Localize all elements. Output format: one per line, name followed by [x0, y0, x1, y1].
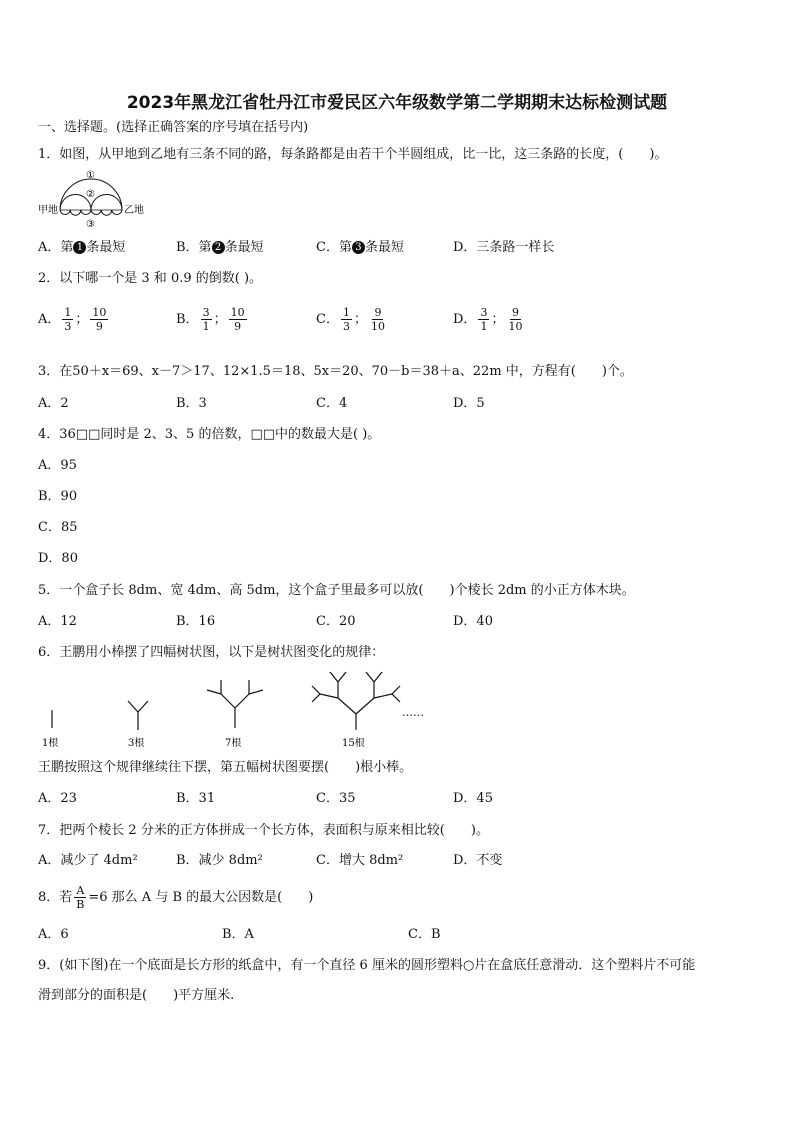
question-1-text: 1．如图，从甲地到乙地有三条不同的路，每条路都是由若干个半圆组成，比一比，这三条路的长度，( )。 [38, 147, 668, 162]
q4-option-a[interactable]: A．95 [38, 458, 77, 473]
q2-option-b[interactable]: B． $\frac{3}{1}$ ； $\frac{10}{9}$ [176, 306, 245, 333]
q7-option-d[interactable]: D．不变 [453, 853, 503, 868]
q5-option-b[interactable]: B．16 [176, 614, 216, 629]
question-9-text-2: 滑到部分的面积是( )平方厘米. [38, 988, 235, 1003]
tree-pattern-figure [38, 668, 458, 752]
q6-option-c[interactable]: C．35 [316, 791, 356, 806]
q8-option-a[interactable]: A．6 [38, 927, 69, 942]
q6-option-d[interactable]: D．45 [453, 791, 493, 806]
q4-option-d[interactable]: D．80 [38, 551, 78, 566]
question-5-text: 5．一个盒子长 8dm、宽 4dm、高 5dm，这个盒子里最多可以放( )个棱长 2dm 的小正方体木块。 [38, 583, 635, 598]
route-1-marker: ① [86, 170, 95, 181]
q6-option-b[interactable]: B．31 [176, 791, 216, 806]
q6-option-a[interactable]: A．23 [38, 791, 77, 806]
q5-option-a[interactable]: A．12 [38, 614, 77, 629]
route-3-marker: ③ [86, 219, 95, 230]
tree-3-label: 7根 [225, 738, 242, 749]
q3-option-b[interactable]: B．3 [176, 396, 207, 411]
q7-option-b[interactable]: B．减少 8dm² [176, 853, 263, 868]
end-label: 乙地 [124, 205, 144, 216]
circled-number: 2 [212, 241, 225, 254]
q7-option-c[interactable]: C．增大 8dm² [316, 853, 404, 868]
question-8-text: 8．若 $\frac{A}{B}$ =6 那么 A 与 B 的最大公因数是( ) [38, 884, 314, 911]
q4-option-c[interactable]: C．85 [38, 520, 78, 535]
q5-option-d[interactable]: D．40 [453, 614, 493, 629]
question-6-text: 6．王鹏用小棒摆了四幅树状图，以下是树状图变化的规律： [38, 645, 385, 660]
question-3-text: 3．在50＋x＝69、x－7＞17、12×1.5＝18、5x＝20、70－b＝38＋a、22m 中，方程有( )个。 [38, 364, 633, 379]
tree-4-label: 15根 [342, 738, 365, 749]
q2-option-a[interactable]: A． $\frac{1}{3}$ ； $\frac{10}{9}$ [38, 306, 107, 333]
question-4-text: 4．36□□同时是 2、3、5 的倍数，□□中的数最大是( )。 [38, 427, 381, 442]
q2-option-c[interactable]: C． $\frac{1}{3}$ ； $\frac{9}{10}$ [316, 306, 385, 333]
q1-option-a[interactable]: A．第 1 条最短 [38, 240, 126, 255]
q3-option-c[interactable]: C．4 [316, 396, 348, 411]
q3-option-a[interactable]: A．2 [38, 396, 69, 411]
q8-option-c[interactable]: C．B [408, 927, 441, 942]
route-2-marker: ② [86, 189, 95, 200]
section-heading: 一、选择题。(选择正确答案的序号填在括号内) [38, 120, 309, 135]
page-title: 2023年黑龙江省牡丹江市爱民区六年级数学第二学期期末达标检测试题 [126, 93, 668, 113]
q2-option-d[interactable]: D． $\frac{3}{1}$ ； $\frac{9}{10}$ [453, 306, 523, 333]
q7-option-a[interactable]: A．减少了 4dm² [38, 853, 138, 868]
circled-number: 3 [352, 241, 365, 254]
question-2-text: 2．以下哪一个是 3 和 0.9 的倒数( )。 [38, 271, 263, 286]
q4-option-b[interactable]: B．90 [38, 489, 78, 504]
q1-option-d[interactable]: D．三条路一样长 [453, 240, 555, 255]
q1-option-c[interactable]: C．第 3 条最短 [316, 240, 404, 255]
q5-option-c[interactable]: C．20 [316, 614, 356, 629]
ellipsis: …… [402, 706, 424, 719]
circled-number: 1 [73, 241, 86, 254]
start-label: 甲地 [38, 205, 58, 216]
q8-option-b[interactable]: B．A [222, 927, 254, 942]
question-9-text: 9．(如下图)在一个底面是长方形的纸盒中，有一个直径 6 厘米的圆形塑料○片在盒底任意滑动．这个塑料片不可能 [38, 958, 696, 973]
question-1-figure [38, 168, 148, 230]
question-6-text-2: 王鹏按照这个规律继续往下摆，第五幅树状图要摆( )根小棒。 [38, 760, 413, 775]
q1-option-b[interactable]: B．第 2 条最短 [176, 240, 264, 255]
tree-1-label: 1根 [42, 738, 59, 749]
tree-2-label: 3根 [128, 738, 145, 749]
q3-option-d[interactable]: D．5 [453, 396, 485, 411]
question-7-text: 7．把两个棱长 2 分米的正方体拼成一个长方体，表面积与原来相比较( )。 [38, 823, 489, 838]
